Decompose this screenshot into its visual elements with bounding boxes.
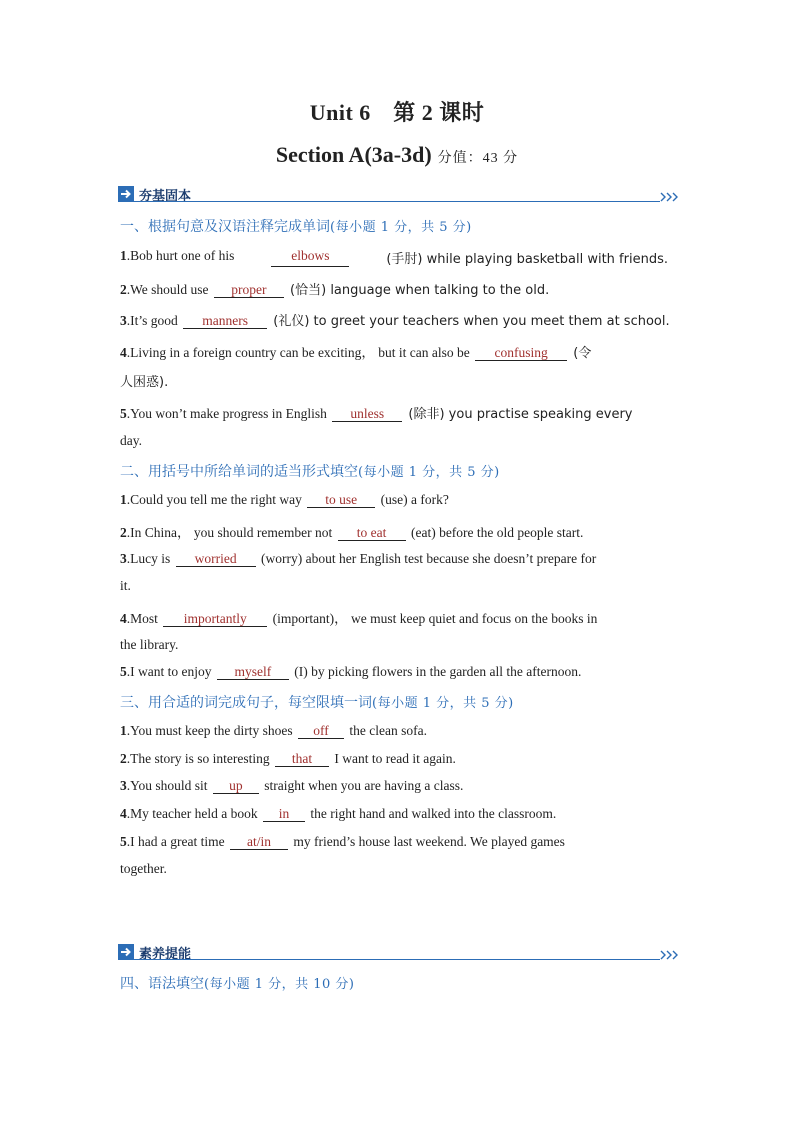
chevrons-icon xyxy=(660,950,678,960)
question-line: 3.Lucy is worried (worry) about her English test because she doesn’t prepare for xyxy=(120,551,597,566)
score-label: 分值：43 分 xyxy=(437,151,519,166)
question-line-cont: 人困惑). xyxy=(120,375,169,390)
question-line: 3.You should sit up straight when you are having a class. xyxy=(120,778,464,793)
question-line: 1.You must keep the dirty shoes off the clean sofa. xyxy=(120,723,427,738)
answer-blank: proper xyxy=(214,282,284,298)
page-subtitle xyxy=(0,142,794,168)
question-line-cont: it. xyxy=(120,578,131,593)
section-name: Section A(3a-3d) xyxy=(275,142,432,167)
question-line-cont: the library. xyxy=(120,637,179,652)
section-heading: 三、用合适的词完成句子，每空限填一词(每小题 1 分，共 5 分) xyxy=(120,695,514,711)
question-line: 5.I had a great time at/in my friend’s house last weekend. We played games xyxy=(120,834,565,849)
banner-rule xyxy=(118,201,660,202)
answer-blank: worried xyxy=(176,551,256,567)
banner-basic xyxy=(118,184,678,204)
question-line: 2.We should use proper (恰当) language when talking to the old. xyxy=(120,282,550,298)
answer-blank: up xyxy=(213,778,259,794)
banner-label: 素养提能 xyxy=(139,947,192,962)
banner-advanced xyxy=(118,942,678,962)
answer-blank: myself xyxy=(217,664,289,680)
answer-blank: to use xyxy=(307,492,375,508)
question-line: 5.I want to enjoy myself (I) by picking flowers in the garden all the afternoon. xyxy=(120,664,582,679)
answer-blank: at/in xyxy=(230,834,288,850)
banner-label: 夯基固本 xyxy=(139,189,192,204)
question-line: 2.In China， you should remember not to eat (eat) before the old people start. xyxy=(120,525,584,540)
answer-blank: manners xyxy=(183,313,267,329)
banner-rule xyxy=(118,959,660,960)
section-heading: 四、语法填空(每小题 1 分，共 10 分) xyxy=(120,976,355,992)
answer-blank: confusing xyxy=(475,345,567,361)
answer-blank: unless xyxy=(332,406,402,422)
question-line: 1.Could you tell me the right way to use (use) a fork? xyxy=(120,492,449,507)
arrow-badge-icon xyxy=(118,186,134,202)
question-line: 4.Living in a foreign country can be exciting， but it can also be confusing (令 xyxy=(120,345,592,361)
question-line: 5.You won’t make progress in English unless (除非) you practise speaking every xyxy=(120,406,633,422)
question-line: 4.Most importantly (important)， we must keep quiet and focus on the books in xyxy=(120,611,598,626)
question-line: 4.My teacher held a book in the right hand and walked into the classroom. xyxy=(120,806,557,821)
answer-blank: to eat xyxy=(338,525,406,541)
answer-blank: that xyxy=(275,751,329,767)
page-title: Unit 6 第 2 课时 xyxy=(309,100,485,125)
section-heading: 二、用括号中所给单词的适当形式填空(每小题 1 分，共 5 分) xyxy=(120,464,500,480)
section-heading: 一、根据句意及汉语注释完成单词(每小题 1 分，共 5 分) xyxy=(120,219,472,235)
question-line-cont: together. xyxy=(120,861,167,876)
question-line-cont: day. xyxy=(120,433,142,448)
question-line: 1.Bob hurt one of his elbows (手肘) while playing basketball with friends. xyxy=(120,248,668,267)
answer-blank: elbows xyxy=(271,248,349,267)
answer-blank: off xyxy=(298,723,344,739)
question-line: 2.The story is so interesting that I want to read it again. xyxy=(120,751,456,766)
chevrons-icon xyxy=(660,192,678,202)
answer-blank: importantly xyxy=(163,611,267,627)
question-line: 3.It’s good manners (礼仪) to greet your teachers when you meet them at school. xyxy=(120,313,670,329)
arrow-badge-icon xyxy=(118,944,134,960)
answer-blank: in xyxy=(263,806,305,822)
